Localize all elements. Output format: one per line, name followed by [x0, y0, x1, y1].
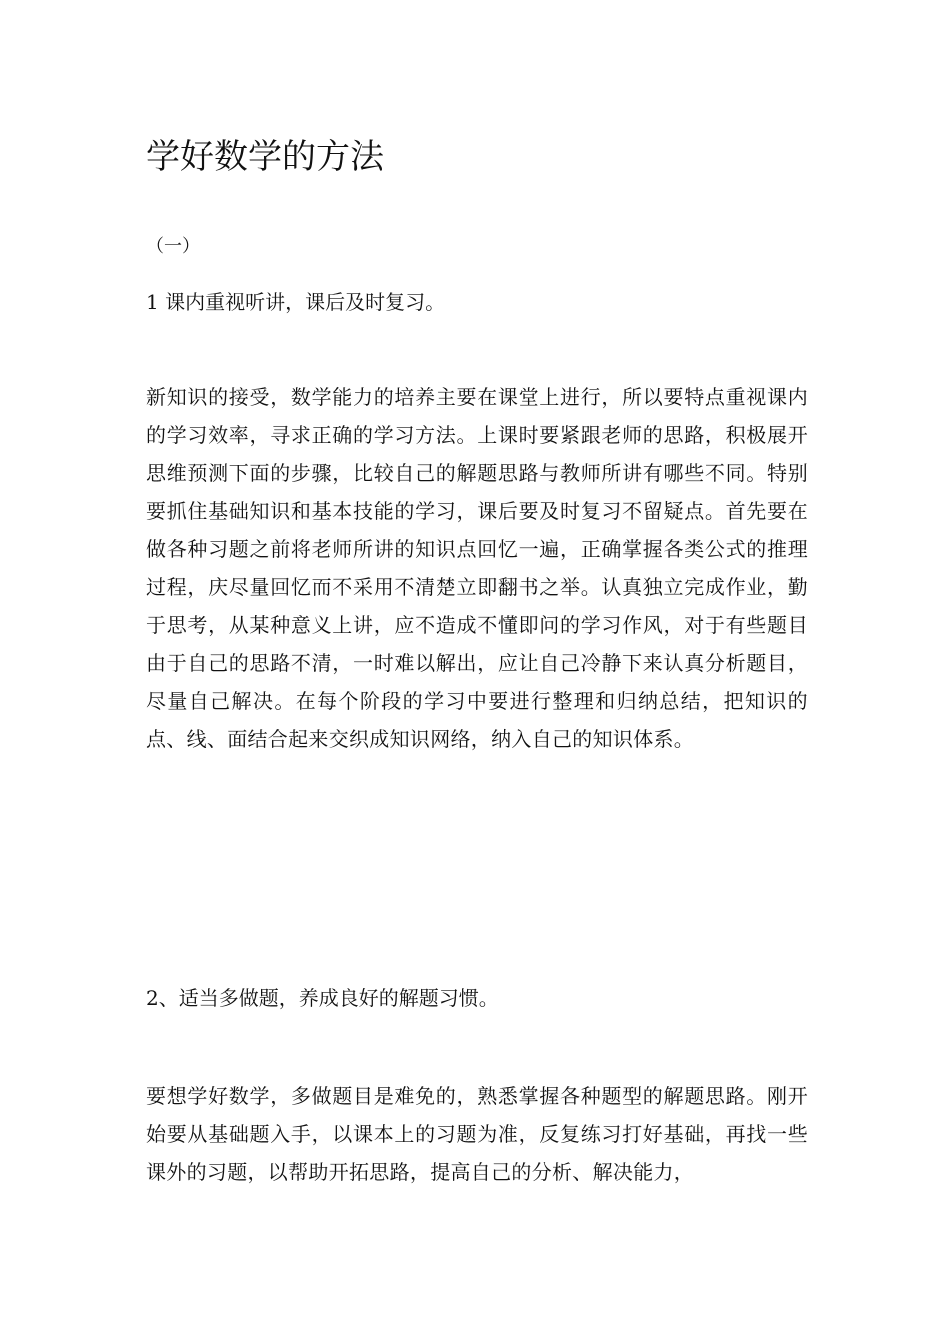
section-label: （一） — [146, 236, 200, 257]
document-title: 学好数学的方法 — [146, 137, 384, 177]
heading-2: 2、适当多做题，养成良好的解题习惯。 — [146, 986, 499, 1010]
heading-1: 1 课内重视听讲，课后及时复习。 — [146, 290, 446, 314]
paragraph-1: 新知识的接受，数学能力的培养主要在课堂上进行，所以要特点重视课内的学习效率，寻求正确的学习方法。上课时要紧跟老师的思路，积极展开思维预测下面的步骤，比较自己的解题思路与教师所讲有哪些不同。特别要抓住基础知识和基本技能的学习，课后要及时复习不留疑点。首先要在做各种习题之前将老师所讲的知识点回忆一遍，正确掌握各类公式的推理过程，庆尽量回忆而不采用不清楚立即翻书之举。认真独立完成作业，勤于思考，从某种意义上讲，应不造成不懂即问的学习作风，对于有些题目由于自己的思路不清，一时难以解出，应让自己冷静下来认真分析题目，尽量自己解决。在每个阶段的学习中要进行整理和归纳总结，把知识的点、线、面结合起来交织成知识网络，纳入自己的知识体系。 — [146, 385, 808, 751]
paragraph-2: 要想学好数学，多做题目是难免的，熟悉掌握各种题型的解题思路。刚开始要从基础题入手，以课本上的习题为准，反复练习打好基础，再找一些课外的习题，以帮助开拓思路，提高自己的分析、解决能力， — [146, 1084, 808, 1184]
